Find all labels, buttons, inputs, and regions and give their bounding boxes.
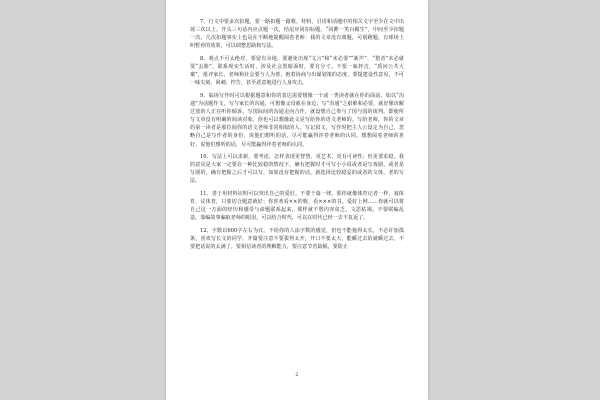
paragraph-9: 9、临场写作时可以根据题意和你的表达需要想像一个或一类读者就在你的面前。如以“沟通”为话题作文，写与家长的沟通，可想像父母就在身边；写“沟通”之艰难和必要，就好像该解过放的人正在听你倾诉。写国际间的沟通走向合作，就设想自己参与了国与国的谈判。即使所写文章没有明确的阅读对象，你也可以想像此文是写给你的语文老师的。写给老师，你的文章的第一读者是那位阅你的语文老师非常相似的人。写记叙文，写作时把主人公设定为自己，忽略自己是写作者的身份，说他们想听的话，尽可能赢得评卷老师的认同。想想阅卷老师的喜好，说他们想听的话，尽可能赢得评卷老师的认同。 (190, 92, 404, 148)
paragraph-12: 12、字数以600字左右为宜。不给你的人涂字数的感觉，但也不能拖得太长，不必许加孤条，喜欢写长文的同学，开篇要注意不要拔得太开，开口不要太大，能瞬过去的就瞬过去，不要把话说的太满了。要相信读者的理解能力，要注意节省篇幅，要防止 (190, 227, 404, 250)
page-content (190, 18, 404, 255)
document-page (166, 0, 428, 400)
paragraph-7: 7、行文中要多次扣题，要一路扣题一路歌，材料、引语和话题中的相关文字至少在文中出现三次以上。开头三句话内应点题一次，结尾应回扣标题，“回眸一笑百媚生”，中间至少扣题一次。几次扣题事实上也是在不断地提醒阅卷老师：我的文章没有离题，可别跑题。有球场上叫暂停的效果，可以调整思路和写法。 (190, 19, 404, 50)
paragraph-8: 8、观点不可太绝对，要留有余地，要避免出现“文言”和“未必要”“新声”、“猎者”未必就要“丢脸”，联系现实生活时，涉及社会黑暗面时，要有分寸。不要一味抨击，“质问公共大案”，批评家长，老师和社会要与人为善，抱着协商与出谋划策的态度，要提建设性意见，不可一味尖刻、讽刺、控告，甚至恶意地进行人身攻击。 (190, 55, 404, 87)
paragraph-10: 10、写法上可以求新，要考虑，怎样表现更智慧，更艺术，更有可读性；但更要求稳。我的意见是大家一定要在一种比较稳的情况下，确有把握时才可写小小说或者是写戏剧，或者是写剧的，确有把握之后才可以写，如果没有把握的话，就选择比较稳妥的或者的文体，老的写法。 (190, 153, 404, 185)
page-number: 2 (295, 372, 299, 378)
paragraph-11: 11、善于用材料证明可以突出自己的爱好。不要千篇一律。那你就像体育记者一样，叙体育，议体育，只要切合题意就好；你喜欢看××的歌，看×××的书，爱好上网……你就可以将自己这一方面的经历和感受与命题联系起来，那样就不愁内容贫乏，文思枯竭。不要联编乱造，靠编故事骗取老师的眼泪，可以结合时代，可以在时代已经一去不复返了。 (190, 190, 404, 222)
